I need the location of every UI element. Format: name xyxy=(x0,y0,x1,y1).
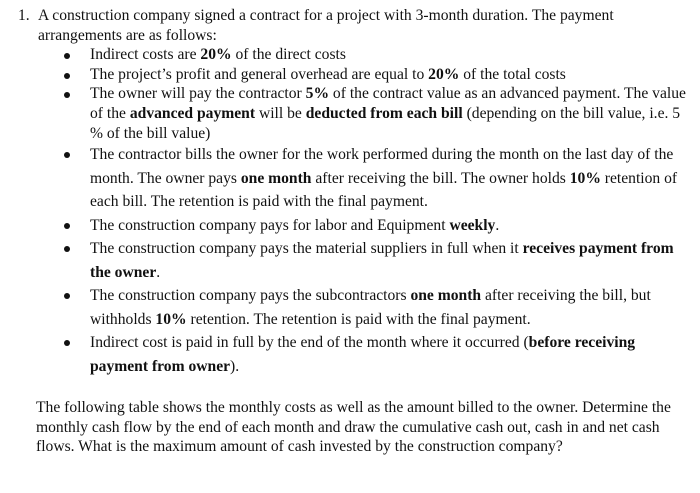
payment-arrangements-list xyxy=(38,45,688,378)
list-item: The construction company pays the subcontractors one month after receiving the bill, but withholds 10% retention. The retention is paid with the final payment. xyxy=(60,284,688,331)
list-item: Indirect costs are 20% of the direct costs xyxy=(60,45,688,65)
question-number: 1. xyxy=(18,7,30,24)
list-item: The contractor bills the owner for the work performed during the month on the last day of the month. The owner pays one month after receiving the bill. The owner holds 10% retention of each bill. The retention is paid with the final payment. xyxy=(60,143,688,214)
list-item: The construction company pays the material suppliers in full when it receives payment from the owner. xyxy=(60,237,688,284)
list-item: The construction company pays for labor and Equipment weekly. xyxy=(60,214,688,238)
list-item: The project’s profit and general overhead are equal to 20% of the total costs xyxy=(60,65,688,85)
question-intro: A construction company signed a contract for a project with 3-month duration. The payment arrangements are as follows: xyxy=(38,7,614,44)
list-item: Indirect cost is paid in full by the end of the month where it occurred (before receiving payment from owner). xyxy=(60,331,688,378)
question-header xyxy=(18,6,688,45)
list-item: The owner will pay the contractor 5% of the contract value as an advanced payment. The value of the advanced payment will be deducted from each bill (depending on the bill value, i.e. 5 % of the bill value) xyxy=(60,84,688,143)
closing-paragraph: The following table shows the monthly costs as well as the amount billed to the owner. Determine the monthly cash flow by the end of each month and draw the cumulative cash out, cash in and net cash flows. What is the maximum amount of cash invested by the construction company? xyxy=(36,399,671,456)
